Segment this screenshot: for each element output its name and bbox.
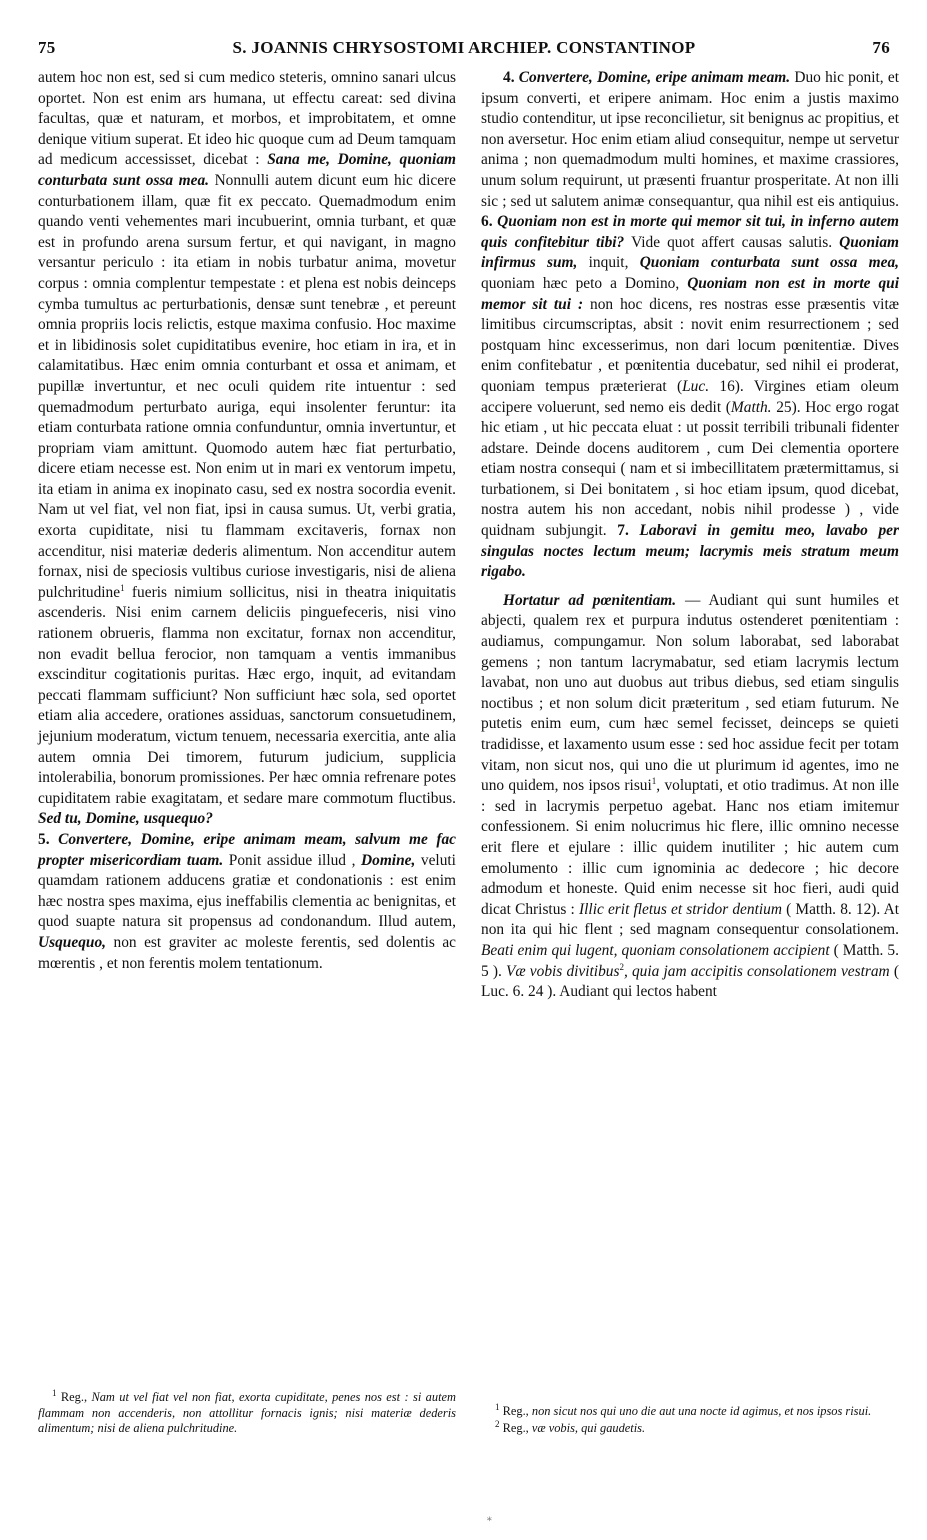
page-number-right: 76 [872, 38, 890, 57]
text-span: fueris nimium sollicitus, nisi in theatra iniquitatis ascenderis. Nisi enim carnem deliciis pinguefeceris, nisi vino rationem obrueris, flamma non excitatur, fornax non accenditur, non evadit bellua ferocior, non tamquam a ventis immanibus exscinditur cogitationis puritas. Hæc ergo, inquit, ad evitandam peccati flammam sufficiunt? Non sufficiunt hæc sola, sed oportet etiam alia accedere, orationes assiduas, sanctorum consuetudinem, jejunium moderatum, victum tenuem, necessaria exercitia, ante alia autem omnia Dei timorem, futurum judicium, supplicia intolerabilia, bonorum promissiones. Per hæc omnia refrenare potes cupiditatem rabie exagitatam, et sedare mare commotum fluctibus. [38, 583, 456, 807]
footnote-marker: 1 [120, 582, 125, 593]
footnote-text: væ vobis, qui gaudetis. [531, 1420, 646, 1435]
verse-number: 4. [503, 69, 515, 86]
text-span: veluti quamdam rationem adducens gratiæ et condonationis : est enim hæc nostra spes maxima, ejus ineffabilis clementia ac benignitas, et quod suapte natura sit propensus ad condonandum. Illud autem, [38, 851, 456, 931]
scripture-quote: Quoniam non est in morte qui memor sit tui : [481, 274, 899, 313]
scripture-quote: Convertere, Domine, eripe animam meam. [518, 69, 791, 86]
scripture-reference: 25 [776, 398, 792, 416]
text-span: Nonnulli autem dicunt eum hic dicere conturbationem illam, quæ fit ex peccato. Quemadmodum enim quando venti vehementes mari incubuerint, omnia turbant, et quæ est in profundo arena sursum fertur, et qui navigant, in magno versantur periculo : ita etiam in nobis turbatur anima, movetur corpus : omnia complentur tempestate : et plena est nobis deinceps cymba tumultus ac perturbationis, densæ sunt tenebræ , et pereunt omnia propriis locis relictis, estque maxima confusio. Hoc maxime et in libidinosis solet cupiditatibus evenire, hoc etiam in ira, et in calamitatibus. Hæc enim omnia conturbant et ossa et animam, et pupillæ invertuntur, et nec oculi quidem rite intuentur : sed quemadmodum perturbato auriga, equi insolenter feruntur: ita etiam conturbata ratione omnia confunduntur, omnia invertuntur, et propriam viam amittunt. Quomodo autem hæc fiat perturbatio, dicere etiam necesse est. Non enim ut in mari ex ventorum impetu, ita etiam in anima ex inopinato casu, sed ex nostra socordia evenit. Nam ut vel fiat, vel non fiat, ipsi in causa sumus. Ut, verbi gratia, exorta cupiditate, nisi tu flammam excitaveris, fornax non accenditur, nisi materiæ dederis alimentum. Non accenditur autem fornax, nisi de speciosis vultibus curiose investigaris, nisi de aliena pulchritudine [38, 171, 456, 601]
text-span: At non ita qui hic flent ; sed magnam consequentur consolationem. [481, 900, 900, 939]
running-title: S. JOANNIS CHRYSOSTOMI ARCHIEP. CONSTANTINOP [232, 38, 696, 57]
text-span: Audiant qui sunt humiles et abjecti, qualem rex et purpura indutus ostenderet pœnitentiam : audiamus, compungamur. Non solum laborabat, sed laborabat gemens ; non tantum lacrymabatur, sed etiam lacrymis lectum lavabat, non uno aut duobus aut tribus diebus, sed etiam singulis noctibus ; et non solum dicit præteritum , sed etiam futurum. Ne putetis enim eum, cum hæc semel fecisset, deinceps se quieti tradidisse, et laxamento usum esse : sed hoc assidue fecit per totam vitam, non sicut nos, qui uno die ut plurimum id agentes, imo ne uno quidem, nos ipsos risui [481, 591, 899, 795]
footnotes-right [481, 1401, 899, 1437]
right-column [481, 68, 899, 1003]
paragraph [481, 591, 899, 1003]
footnote-marker: 1 [651, 776, 657, 787]
page-header [38, 38, 890, 64]
paragraph [38, 68, 456, 830]
scripture-reference: ( Matth. 5. 5 ). [481, 941, 899, 980]
verse-number: 7. [617, 522, 629, 540]
footnotes-left [38, 1387, 456, 1438]
text-span: Vide quot affert causas salutis. [631, 233, 833, 251]
footnote-source: Reg., [502, 1420, 529, 1435]
scripture-quote: Usquequo, [38, 933, 106, 951]
scripture-quote: Beati enim qui lugent, quoniam consolationem accipient [481, 941, 830, 959]
text-span: quoniam hæc peto a Domino, [481, 274, 680, 292]
footnote-marker: 2 [495, 1418, 500, 1429]
text-span: Audiant qui lectos habent [559, 983, 717, 1001]
bottom-mark: ∗ [486, 1514, 493, 1525]
paragraph [38, 830, 456, 974]
footnote-source: Reg., [502, 1404, 529, 1418]
footnote [38, 1387, 456, 1437]
footnote-text: Nam ut vel fiat vel non fiat, exorta cupiditate, penes nos est : si autem flammam non accenderis, non attollitur fornacis ignis; nisi materiæ dederis alimentum; nisi de aliena pulchritudine. [38, 1390, 456, 1436]
scripture-reference: ( Matth. 8. 12). [786, 900, 881, 918]
scripture-quote: Quoniam infirmus sum, [481, 233, 899, 272]
footnote-text: non sicut nos qui uno die aut una nocte id agimus, et nos ipsos risui. [531, 1404, 872, 1418]
text-span: , voluptati, et otio tradimus. At non ille : sed in lacrymis perpetuo agebat. Hanc nos etiam imitemur confessionem. Si enim nolucrimus hic flere, illic omnino necesse erit flere et ejulare : illic quidem inutiliter ; hic autem cum emolumento : illic cum ignominia ac dedecore ; hic decore admodum et honeste. Quid enim necesse sit hoc fieri, audi quid dicat Christus : [481, 777, 899, 918]
scripture-quote: Sana me, Domine, quoniam conturbata sunt ossa mea. [38, 151, 456, 189]
footnote-marker: 1 [52, 1387, 57, 1398]
text-span: non hoc dicens, res nostras esse præsentis vitæ limitibus circumscriptas, absit : novit enim resurrectionem ; sed postquam hinc excesserimus, non dari locum pœnitentiæ. Dives enim confitebatur , et pœnitentia ducebatur, sed nihil ei proderat, quoniam tempus præterierat ( [481, 295, 899, 395]
scripture-quote: Væ vobis divitibus [505, 962, 620, 980]
text-span: ). Hoc ergo rogat hic etiam , ut hic peccata eluat : ut possit terribili tribunali fidenter adstare. Deinde docens auditorem , cum Dei clementia oportere etiam nostra consequi ( nam et si imbecillitatem prætermittamus, si turbationem, si Dei bonitatem , si hoc etiam ipsum, quod dicebat, nostra autem his non accedant, nobis nihil prodesse ) , vide quidnam subjungit. [481, 398, 899, 540]
text-span: ). Virgines etiam oleum accipere voluerunt, sed nemo eis dedit ( [481, 377, 899, 416]
scripture-quote: Illic erit fletus et stridor dentium [579, 900, 782, 918]
scripture-quote: Laboravi in gemitu meo, lavabo per singulas noctes lectum meum; lacrymis meis stratum meum rigabo. [481, 522, 899, 581]
scripture-quote: Domine, [361, 851, 416, 869]
verse-number: 6. [481, 213, 493, 231]
scripture-reference: Matth. [730, 398, 772, 416]
footnote-marker: 1 [495, 1401, 500, 1412]
text-span: autem hoc non est, sed si cum medico steteris, omnino sanari ulcus oportet. Non est enim ars humana, ut effectu careat: sed divina facultas, quæ et naturam, et morbos, et improbitatem, et omne denique vitium superat. Et ideo hic quoque cum ad Deum tamquam ad medicum accessisset, dicebat : [38, 69, 456, 169]
paragraph [481, 68, 899, 583]
scripture-quote: Convertere, Domine, eripe animam meam, salvum me fac propter misericordiam tuam. [38, 830, 456, 869]
verse-number: 5. [38, 830, 50, 848]
left-column [38, 68, 456, 974]
dash: — [685, 591, 701, 609]
scripture-quote: Sed tu, Domine, usquequo? [38, 810, 213, 828]
section-heading: Hortatur ad pœnitentiam. [503, 591, 677, 609]
footnote-source: Reg., [60, 1390, 88, 1404]
footnote [481, 1401, 899, 1420]
text-span: Duo hic ponit, et ipsum converti, et eripere animam. Hoc enim a justis maximo studio contenditur, ut ipse reconcilietur, sit benignus ac propitius, et non aversetur. Hoc enim etiam aliud consequitur, nempe ut servetur anima ; non quemadmodum multi homines, et maxime crassiores, unum solum requirunt, ut præsenti fruantur prosperitate. At non illi sic ; sed ut salutem animæ consequantur, qua nihil est eis antiquius. [481, 69, 899, 210]
text-span: Ponit assidue illud , [228, 851, 356, 869]
scripture-quote: , quia jam accipitis consolationem vestram [623, 962, 890, 980]
text-span: inquit, [588, 254, 629, 272]
footnote [481, 1418, 899, 1437]
page-number-left: 75 [38, 38, 56, 57]
footnote-marker: 2 [619, 961, 624, 972]
scripture-reference: ( Luc. 6. 24 ). [481, 962, 899, 1001]
text-span: non est graviter ac moleste ferentis, sed dolentis ac mœrentis , et non ferentis molem tentationum. [38, 933, 456, 972]
scripture-reference: 16 [719, 377, 735, 395]
scripture-quote: Quoniam non est in morte qui memor sit tui, in inferno autem quis confitebitur tibi? [481, 213, 899, 251]
scripture-reference: Luc. [682, 377, 710, 395]
scripture-quote: Quoniam conturbata sunt ossa mea, [639, 254, 899, 272]
